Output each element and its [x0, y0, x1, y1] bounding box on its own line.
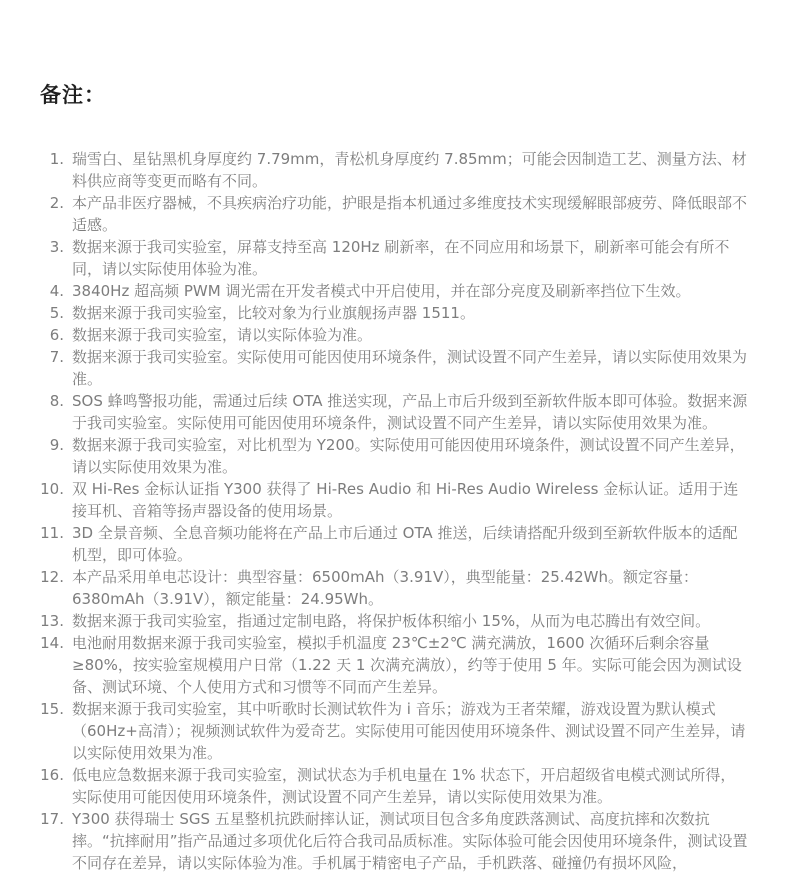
note-text: 双 Hi-Res 金标认证指 Y300 获得了 Hi-Res Audio 和 Hi-Res Audio Wireless 金标认证。适用于连接耳机、音箱等扬声器设备的使用场景。: [72, 480, 739, 520]
note-item: [40, 346, 748, 390]
note-text: 数据来源于我司实验室，比较对象为行业旗舰扬声器 1511。: [72, 304, 475, 322]
note-text: 本产品采用单电芯设计：典型容量：6500mAh（3.91V），典型能量：25.42Wh。额定容量：6380mAh（3.91V），额定能量：24.95Wh。: [72, 568, 698, 608]
note-item: [40, 302, 748, 324]
note-number: 10.: [40, 480, 64, 498]
notes-list: [40, 148, 748, 874]
note-text: 3D 全景音频、全息音频功能将在产品上市后通过 OTA 推送，后续请搭配升级到至新软件版本的适配机型，即可体验。: [72, 524, 738, 564]
note-item: [40, 566, 748, 610]
section-title: 备注：: [40, 83, 106, 107]
note-item: [40, 632, 748, 698]
note-text: 数据来源于我司实验室，对比机型为 Y200。实际使用可能因使用环境条件，测试设置不同产生差异，请以实际使用效果为准。: [72, 436, 745, 476]
note-number: 5.: [49, 304, 64, 322]
note-text: 本产品非医疗器械，不具疾病治疗功能，护眼是指本机通过多维度技术实现缓解眼部疲劳、降低眼部不适感。: [72, 194, 748, 234]
note-number: 13.: [40, 612, 64, 630]
note-item: [40, 610, 748, 632]
note-number: 14.: [40, 634, 64, 652]
note-number: 3.: [49, 238, 64, 256]
note-text: Y300 获得瑞士 SGS 五星整机抗跌耐摔认证，测试项目包含多角度跌落测试、高度抗摔和次数抗摔。“抗摔耐用”指产品通过多项优化后符合我司品质标准。实际体验可能会因使用环境条件，测试设置不同存在差异，请以实际体验为准。手机属于精密电子产品，手机跌落、碰撞仍有损坏风险，: [72, 810, 748, 872]
note-number: 7.: [49, 348, 64, 366]
note-item: [40, 764, 748, 808]
note-item: [40, 148, 748, 192]
note-number: 12.: [40, 568, 64, 586]
note-text: 3840Hz 超高频 PWM 调光需在开发者模式中开启使用，并在部分亮度及刷新率挡位下生效。: [72, 282, 691, 300]
note-number: 8.: [49, 392, 64, 410]
note-number: 11.: [40, 524, 64, 542]
note-item: [40, 390, 748, 434]
note-item: [40, 280, 748, 302]
note-text: 数据来源于我司实验室，指通过定制电路，将保护板体积缩小 15%，从而为电芯腾出有效空间。: [72, 612, 711, 630]
note-text: 数据来源于我司实验室，请以实际体验为准。: [72, 326, 373, 344]
note-number: 6.: [49, 326, 64, 344]
note-number: 1.: [49, 150, 64, 168]
note-item: [40, 324, 748, 346]
note-item: [40, 698, 748, 764]
note-text: 低电应急数据来源于我司实验室，测试状态为手机电量在 1% 状态下，开启超级省电模式测试所得，实际使用可能因使用环境条件，测试设置不同产生差异，请以实际使用效果为准。: [72, 766, 736, 806]
note-number: 16.: [40, 766, 64, 784]
note-text: 数据来源于我司实验室，其中听歌时长测试软件为 i 音乐；游戏为王者荣耀，游戏设置为默认模式（60Hz+高清）；视频测试软件为爱奇艺。实际使用可能因使用环境条件、测试设置不同产生差异，请以实际使用效果为准。: [72, 700, 746, 762]
note-item: [40, 522, 748, 566]
note-text: 瑞雪白、星钻黑机身厚度约 7.79mm，青松机身厚度约 7.85mm；可能会因制造工艺、测量方法、材料供应商等变更而略有不同。: [72, 150, 747, 190]
note-item: [40, 236, 748, 280]
note-text: SOS 蜂鸣警报功能，需通过后续 OTA 推送实现，产品上市后升级到至新软件版本即可体验。数据来源于我司实验室。实际使用可能因使用环境条件，测试设置不同产生差异，请以实际使用效果为准。: [72, 392, 748, 432]
note-item: [40, 192, 748, 236]
note-number: 2.: [49, 194, 64, 212]
note-text: 数据来源于我司实验室。实际使用可能因使用环境条件，测试设置不同产生差异，请以实际使用效果为准。: [72, 348, 748, 388]
note-number: 17.: [40, 810, 64, 828]
note-item: [40, 478, 748, 522]
note-number: 15.: [40, 700, 64, 718]
note-text: 数据来源于我司实验室，屏幕支持至高 120Hz 刷新率，在不同应用和场景下，刷新率可能会有所不同，请以实际使用体验为准。: [72, 238, 730, 278]
note-number: 9.: [49, 436, 64, 454]
note-item: [40, 808, 748, 874]
note-number: 4.: [49, 282, 64, 300]
note-text: 电池耐用数据来源于我司实验室，模拟手机温度 23℃±2℃ 满充满放，1600 次循环后剩余容量≥80%，按实验室规模用户日常（1.22 天 1 次满充满放），约等于使用 5 年。实际可能会因为测试设备、测试环境、个人使用方式和习惯等不同而产生差异。: [72, 634, 742, 696]
note-item: [40, 434, 748, 478]
